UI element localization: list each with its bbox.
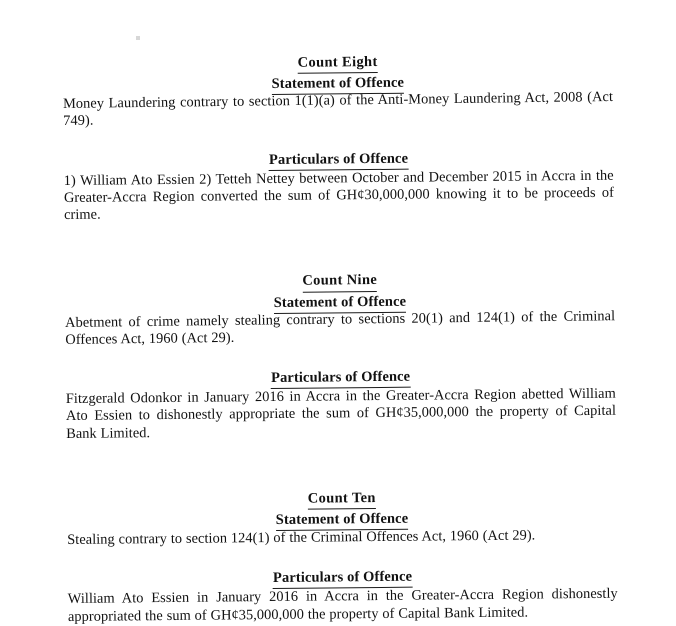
- count-ten-particulars-text: William Ato Essien in January 2016 in Accra in the Greater-Accra Region dishonestly appropriated the sum of GH¢35,000,000 the property of Capital Bank Limited.: [67, 586, 618, 625]
- count-eight-particulars-heading-text: Particulars of Offence: [269, 149, 408, 170]
- count-eight-particulars-text: 1) William Ato Essien 2) Tetteh Nettey between October and December 2015 in Accra in the Greater-Accra Region converted the sum of GH¢30,000,000 knowing it to be proceeds of crime.: [63, 167, 614, 224]
- count-section-eight: [63, 51, 615, 225]
- count-section-ten: [67, 486, 618, 625]
- document-text-body: [62, 0, 618, 626]
- count-nine-statement-text: Abetment of crime namely stealing contrary to sections 20(1) and 124(1) of the Criminal Offences Act, 1960 (Act 29).: [65, 307, 616, 348]
- count-ten-particulars-heading-text: Particulars of Offence: [273, 568, 412, 589]
- count-nine-statement-heading-text: Statement of Offence: [274, 292, 407, 313]
- count-eight-title-text: Count Eight: [298, 53, 378, 74]
- count-nine-title-text: Count Nine: [302, 271, 377, 292]
- count-eight-statement-heading-text: Statement of Offence: [271, 74, 404, 95]
- count-eight-statement-text: Money Laundering contrary to section 1(1)(a) of the Anti-Money Laundering Act, 2008 (Act 749).: [62, 89, 614, 130]
- count-section-nine: [65, 269, 617, 443]
- count-nine-particulars-heading-text: Particulars of Offence: [271, 368, 410, 389]
- count-ten-statement-heading-text: Statement of Offence: [276, 510, 409, 531]
- count-ten-title-text: Count Ten: [308, 489, 376, 510]
- count-nine-particulars-text: Fitzgerald Odonkor in January 2016 in Accra in the Greater-Accra Region abetted William Ato Essien to dishonestly appropriate the sum of GH¢35,000,000 the property of Capital Bank Limited.: [65, 385, 617, 442]
- count-ten-statement-text: Stealing contrary to section 124(1) of the Criminal Offences Act, 1960 (Act 29).: [67, 527, 536, 549]
